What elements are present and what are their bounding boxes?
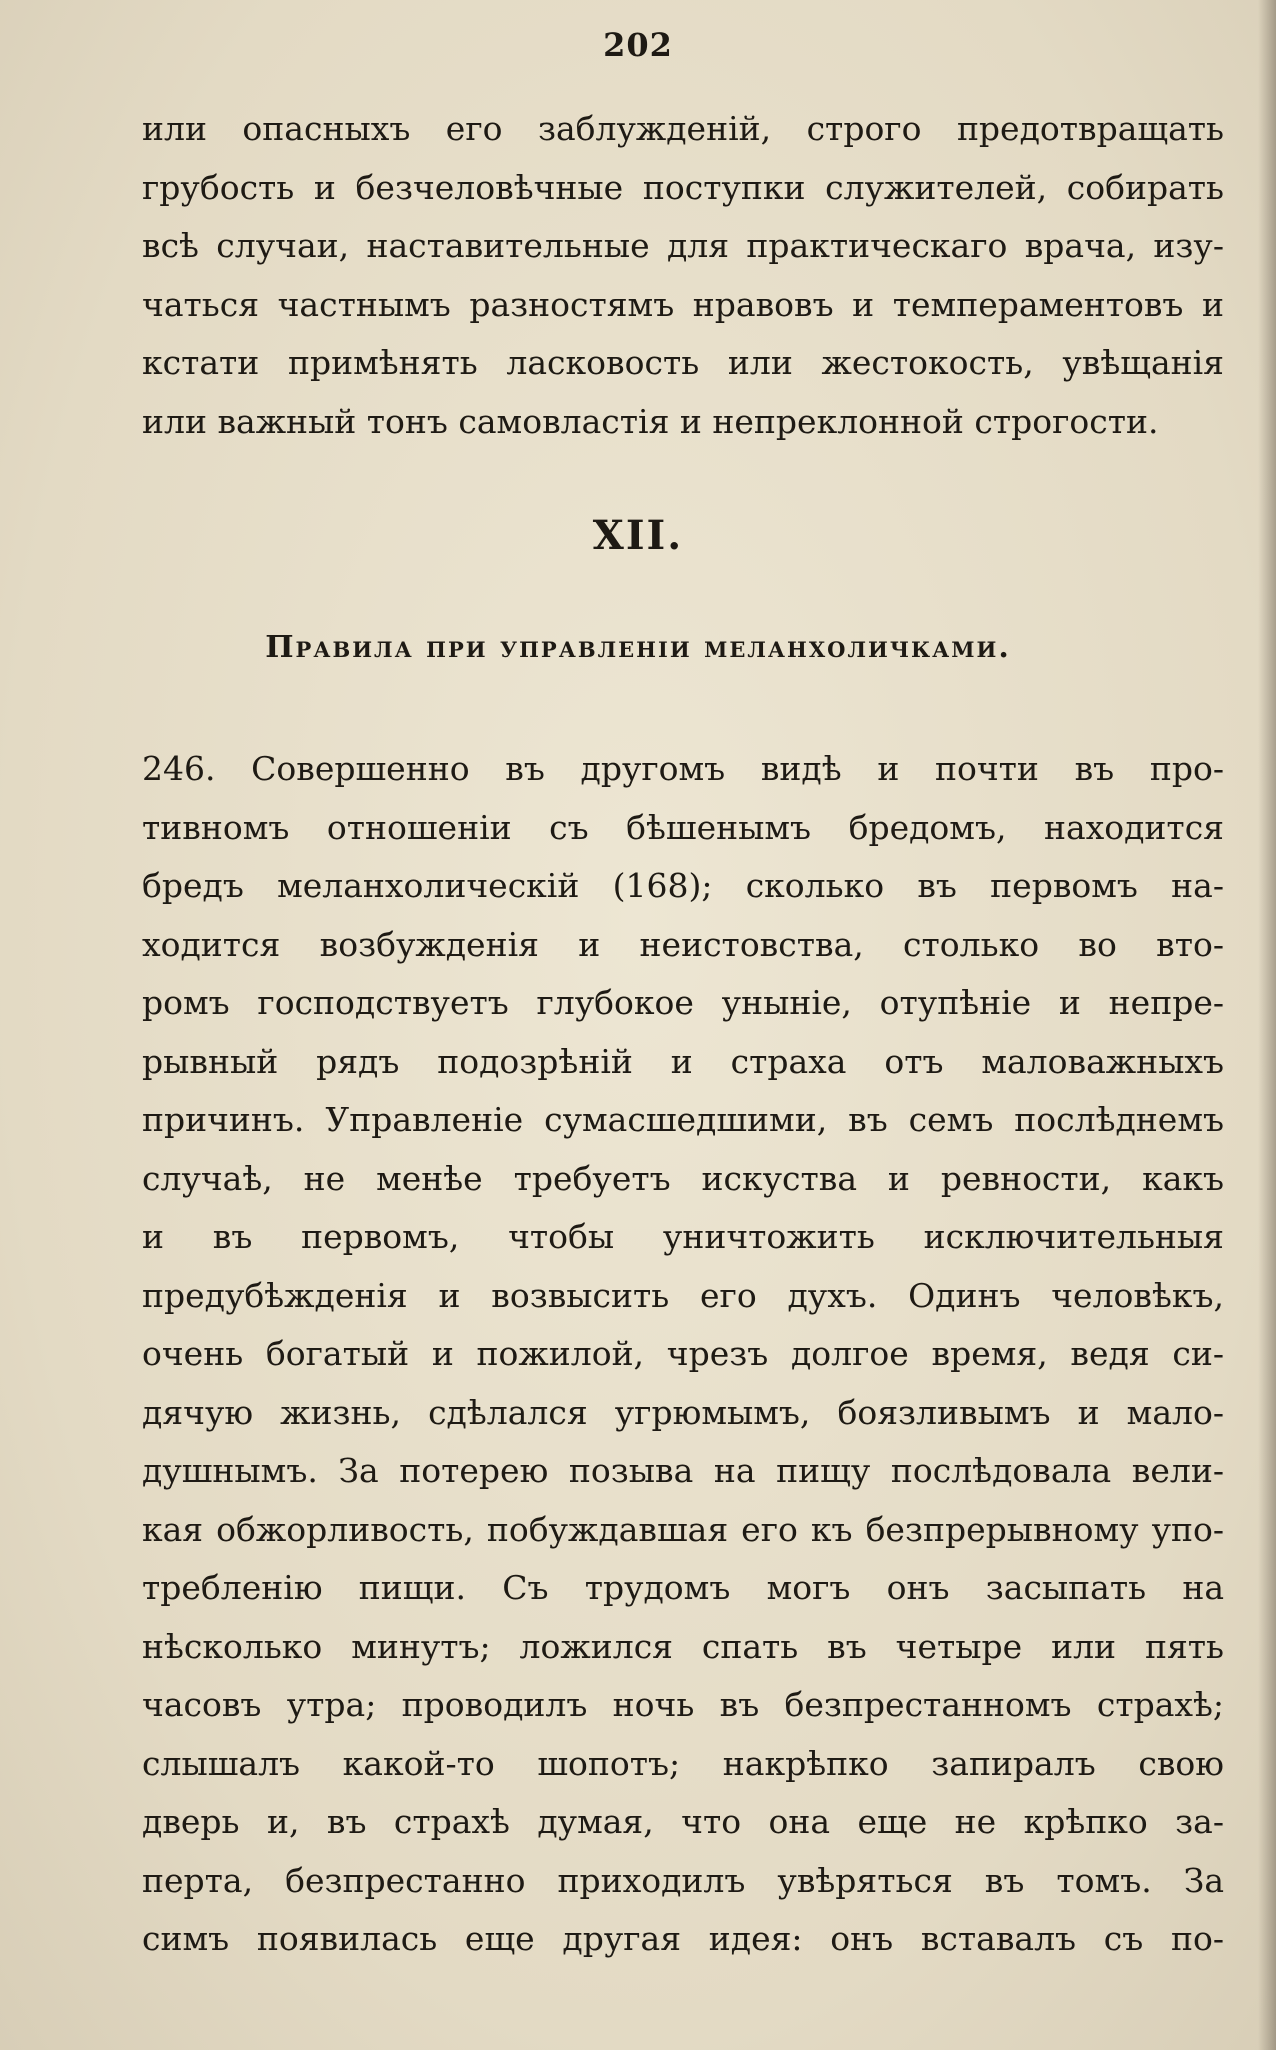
text-line: грубость и безчеловѣчные поступки служителей, собирать bbox=[142, 167, 1224, 207]
text-line: ромъ господствуетъ глубокое уныніе, отупѣніе и непре- bbox=[142, 983, 1224, 1022]
text-line: очень богатый и пожилой, чрезъ долгое время, ведя си- bbox=[142, 1334, 1224, 1373]
text-line: нѣсколько минутъ; ложился спать въ четыре или пять bbox=[142, 1626, 1224, 1666]
text-line: 246. Совершенно въ другомъ видѣ и почти въ про- bbox=[142, 749, 1224, 788]
section-number: XII. bbox=[592, 512, 684, 559]
text-line: слышалъ какой-то шопотъ; накрѣпко запиралъ свою bbox=[142, 1743, 1224, 1783]
text-line: всѣ случаи, наставительные для практическаго врача, изу- bbox=[142, 226, 1224, 265]
text-line: и въ первомъ, чтобы уничтожить исключительныя bbox=[142, 1217, 1224, 1256]
text-line: душнымъ. За потерею позыва на пищу послѣдовала вели- bbox=[142, 1451, 1224, 1490]
page-edge-shadow bbox=[1258, 0, 1276, 2050]
text-line: чаться частнымъ разностямъ нравовъ и темпераментовъ и bbox=[142, 284, 1224, 324]
text-line: перта, безпрестанно приходилъ увѣряться въ томъ. За bbox=[142, 1860, 1224, 1900]
section-heading: Правила при управленіи меланхоличками. bbox=[265, 630, 1011, 665]
text-line: или важный тонъ самовластія и непреклонной строгости. bbox=[142, 401, 1159, 441]
page-number: 202 bbox=[603, 26, 673, 64]
text-line: дячую жизнь, сдѣлался угрюмымъ, боязливымъ и мало- bbox=[142, 1392, 1224, 1432]
text-line: рывный рядъ подозрѣній и страха отъ маловажныхъ bbox=[142, 1041, 1224, 1081]
text-line: случаѣ, не менѣе требуетъ искуства и ревности, какъ bbox=[142, 1158, 1224, 1198]
text-line: тивномъ отношеніи съ бѣшенымъ бредомъ, находится bbox=[142, 807, 1224, 847]
main-paragraph bbox=[142, 740, 1224, 1969]
text-line: требленію пищи. Съ трудомъ могъ онъ засыпать на bbox=[142, 1568, 1224, 1607]
text-line: предубѣжденія и возвысить его духъ. Одинъ человѣкъ, bbox=[142, 1275, 1224, 1315]
text-line: ходится возбужденія и неистовства, столько во вто- bbox=[142, 924, 1224, 964]
text-line: или опасныхъ его заблужденій, строго предотвращать bbox=[142, 109, 1224, 148]
text-line: дверь и, въ страхѣ думая, что она еще не крѣпко за- bbox=[142, 1802, 1224, 1841]
text-line: кстати примѣнять ласковость или жестокость, увѣщанія bbox=[142, 343, 1224, 382]
text-line: симъ появилась еще другая идея: онъ вставалъ съ по- bbox=[142, 1919, 1224, 1958]
text-line: причинъ. Управленіе сумасшедшими, въ семъ послѣднемъ bbox=[142, 1100, 1224, 1139]
text-line: бредъ меланхолическій (168); сколько въ первомъ на- bbox=[142, 866, 1224, 905]
text-line: кая обжорливость, побуждавшая его къ безпрерывному упо- bbox=[142, 1509, 1224, 1549]
top-paragraph bbox=[142, 100, 1224, 451]
text-line: часовъ утра; проводилъ ночь въ безпрестанномъ страхѣ; bbox=[142, 1685, 1224, 1724]
